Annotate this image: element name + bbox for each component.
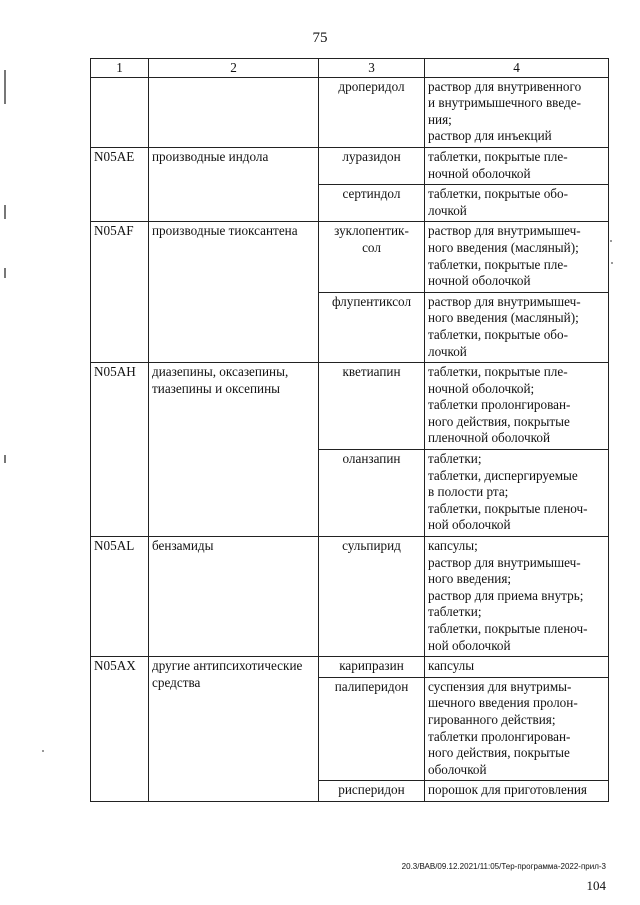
dosage-form-cell <box>425 185 609 222</box>
dosage-form-line: ния; <box>428 111 452 127</box>
dosage-form-line: ночной оболочкой; <box>428 380 535 396</box>
group-name-line: бензамиды <box>152 538 214 554</box>
dosage-form-line: таблетки, покрытые пленоч- <box>428 621 588 636</box>
page-number-top: 75 <box>312 30 328 46</box>
dosage-form-line: ночной оболочкой <box>428 165 531 181</box>
dosage-form-line: и внутримышечного введе- <box>428 95 581 111</box>
dosage-form-line: порошок для приготовления <box>428 782 588 798</box>
scan-speck <box>611 262 613 264</box>
dosage-form-line: лочкой <box>428 343 467 359</box>
dosage-form-cell <box>425 537 609 657</box>
atc-code-cell <box>91 147 149 221</box>
dosage-form-line: капсулы <box>428 658 475 674</box>
drug-name-cell <box>319 363 425 450</box>
scan-speck <box>42 750 44 752</box>
dosage-form-line: ного действия, покрытые <box>428 413 570 429</box>
drug-name-cell <box>319 222 425 292</box>
group-name-line: средства <box>152 674 201 690</box>
group-name-line: тиазепины и оксепины <box>152 380 280 396</box>
dosage-form-line: в полости рта; <box>428 484 509 500</box>
group-name-cell <box>149 363 319 537</box>
dosage-form-line: ного введения (масляный); <box>428 239 579 255</box>
drug-name-line: луразидон <box>342 148 401 164</box>
dosage-form-cell <box>425 781 609 802</box>
drug-name-line: рисперидон <box>338 782 405 798</box>
drug-name-cell <box>319 537 425 657</box>
group-name-cell <box>149 537 319 657</box>
dosage-form-line: ного введения; <box>428 571 512 587</box>
atc-code-cell <box>91 537 149 657</box>
table-row <box>91 147 609 184</box>
dosage-form-line: пленочной оболочкой <box>428 430 551 446</box>
atc-code-cell <box>91 222 149 363</box>
table-row <box>91 77 609 147</box>
dosage-form-line: ного действия, покрытые <box>428 745 570 761</box>
group-name-cell <box>149 147 319 221</box>
dosage-form-line: оболочкой <box>428 761 487 777</box>
dosage-form-line: гированного действия; <box>428 711 556 727</box>
atc-code: N05AE <box>94 148 135 164</box>
table-row <box>91 537 609 657</box>
dosage-form-cell <box>425 77 609 147</box>
drug-name-cell <box>319 292 425 362</box>
dosage-form-line: таблетки пролонгирован- <box>428 728 571 744</box>
dosage-form-cell <box>425 147 609 184</box>
dosage-form-line: лочкой <box>428 202 467 218</box>
drug-name-line: оланзапин <box>342 451 401 467</box>
group-name-cell <box>149 657 319 802</box>
drug-name-line: дроперидол <box>338 78 405 94</box>
table-row <box>91 657 609 678</box>
dosage-form-line: таблетки, покрытые пле- <box>428 148 568 164</box>
dosage-form-cell <box>425 450 609 537</box>
header-col-2: 2 <box>149 59 319 78</box>
page-number-bottom: 104 <box>586 878 606 893</box>
dosage-form-cell <box>425 292 609 362</box>
drug-name-line: карипразин <box>339 658 404 674</box>
dosage-form-cell <box>425 657 609 678</box>
dosage-form-line: таблетки; <box>428 451 482 467</box>
atc-code: N05AL <box>94 538 135 554</box>
drug-name-cell <box>319 781 425 802</box>
drug-name-line: сертиндол <box>342 186 401 202</box>
dosage-form-line: раствор для внутримышеч- <box>428 293 581 309</box>
dosage-form-line: ного введения (масляный); <box>428 310 579 326</box>
dosage-form-cell <box>425 222 609 292</box>
dosage-form-line: таблетки, покрытые пле- <box>428 364 568 380</box>
dosage-form-line: раствор для приема внутрь; <box>428 587 584 603</box>
atc-code: N05AH <box>94 364 136 380</box>
dosage-form-line: таблетки; <box>428 604 482 620</box>
group-name-cell <box>149 222 319 363</box>
dosage-form-cell <box>425 677 609 781</box>
dosage-form-line: раствор для инъекций <box>428 128 552 144</box>
group-name-line: производные индола <box>152 148 269 164</box>
drug-name-cell <box>319 185 425 222</box>
atc-code: N05AX <box>94 658 136 674</box>
table-row <box>91 363 609 450</box>
drug-name-line: флупентиксол <box>331 293 412 309</box>
dosage-form-line: таблетки, диспергируемые <box>428 467 578 483</box>
document-footer-code: 20.3/ВАВ/09.12.2021/11:05/Тер-программа-2022-прил-3 <box>401 862 606 871</box>
dosage-form-line: таблетки, покрытые пленоч- <box>428 500 588 516</box>
table-row <box>91 222 609 292</box>
group-name-cell <box>149 77 319 147</box>
drug-name-line: палиперидон <box>334 678 409 694</box>
dosage-form-line: ночной оболочкой <box>428 273 531 289</box>
atc-code-cell <box>91 657 149 802</box>
dosage-form-line: таблетки, покрытые пле- <box>428 256 568 272</box>
dosage-form-line: суспензия для внутримы- <box>428 678 572 694</box>
dosage-form-line: капсулы; <box>428 538 478 554</box>
drug-name-line: кветиапин <box>342 364 401 380</box>
drug-name-line: зуклопентик- <box>334 223 409 239</box>
group-name-line: диазепины, оксазепины, <box>152 364 289 380</box>
atc-code-cell <box>91 77 149 147</box>
atc-code-cell <box>91 363 149 537</box>
scan-speck <box>610 240 612 242</box>
drug-name-cell <box>319 677 425 781</box>
drug-name-line: сульпирид <box>342 538 401 554</box>
dosage-form-line: шечного введения пролон- <box>428 695 578 711</box>
scan-edge-marks <box>4 0 10 905</box>
group-name-line: другие антипсихотические <box>152 658 303 674</box>
drug-table-body <box>91 59 609 802</box>
drug-name-line: сол <box>362 239 381 255</box>
header-col-3: 3 <box>319 59 425 78</box>
dosage-form-line: раствор для внутримышеч- <box>428 554 581 570</box>
table-header-row <box>91 59 609 78</box>
header-col-4: 4 <box>425 59 609 78</box>
drug-name-cell <box>319 657 425 678</box>
dosage-form-line: таблетки, покрытые обо- <box>428 186 568 202</box>
drug-name-cell <box>319 147 425 184</box>
drug-table <box>90 58 609 802</box>
dosage-form-line: ной оболочкой <box>428 637 511 653</box>
drug-name-cell <box>319 77 425 147</box>
dosage-form-line: раствор для внутримышеч- <box>428 223 581 239</box>
dosage-form-line: таблетки пролонгирован- <box>428 397 571 413</box>
dosage-form-line: таблетки, покрытые обо- <box>428 326 568 342</box>
header-col-1: 1 <box>91 59 149 78</box>
dosage-form-line: раствор для внутривенного <box>428 78 582 94</box>
drug-name-cell <box>319 450 425 537</box>
dosage-form-cell <box>425 363 609 450</box>
dosage-form-line: ной оболочкой <box>428 517 511 533</box>
atc-code: N05AF <box>94 223 134 239</box>
group-name-line: производные тиоксантена <box>152 223 298 239</box>
